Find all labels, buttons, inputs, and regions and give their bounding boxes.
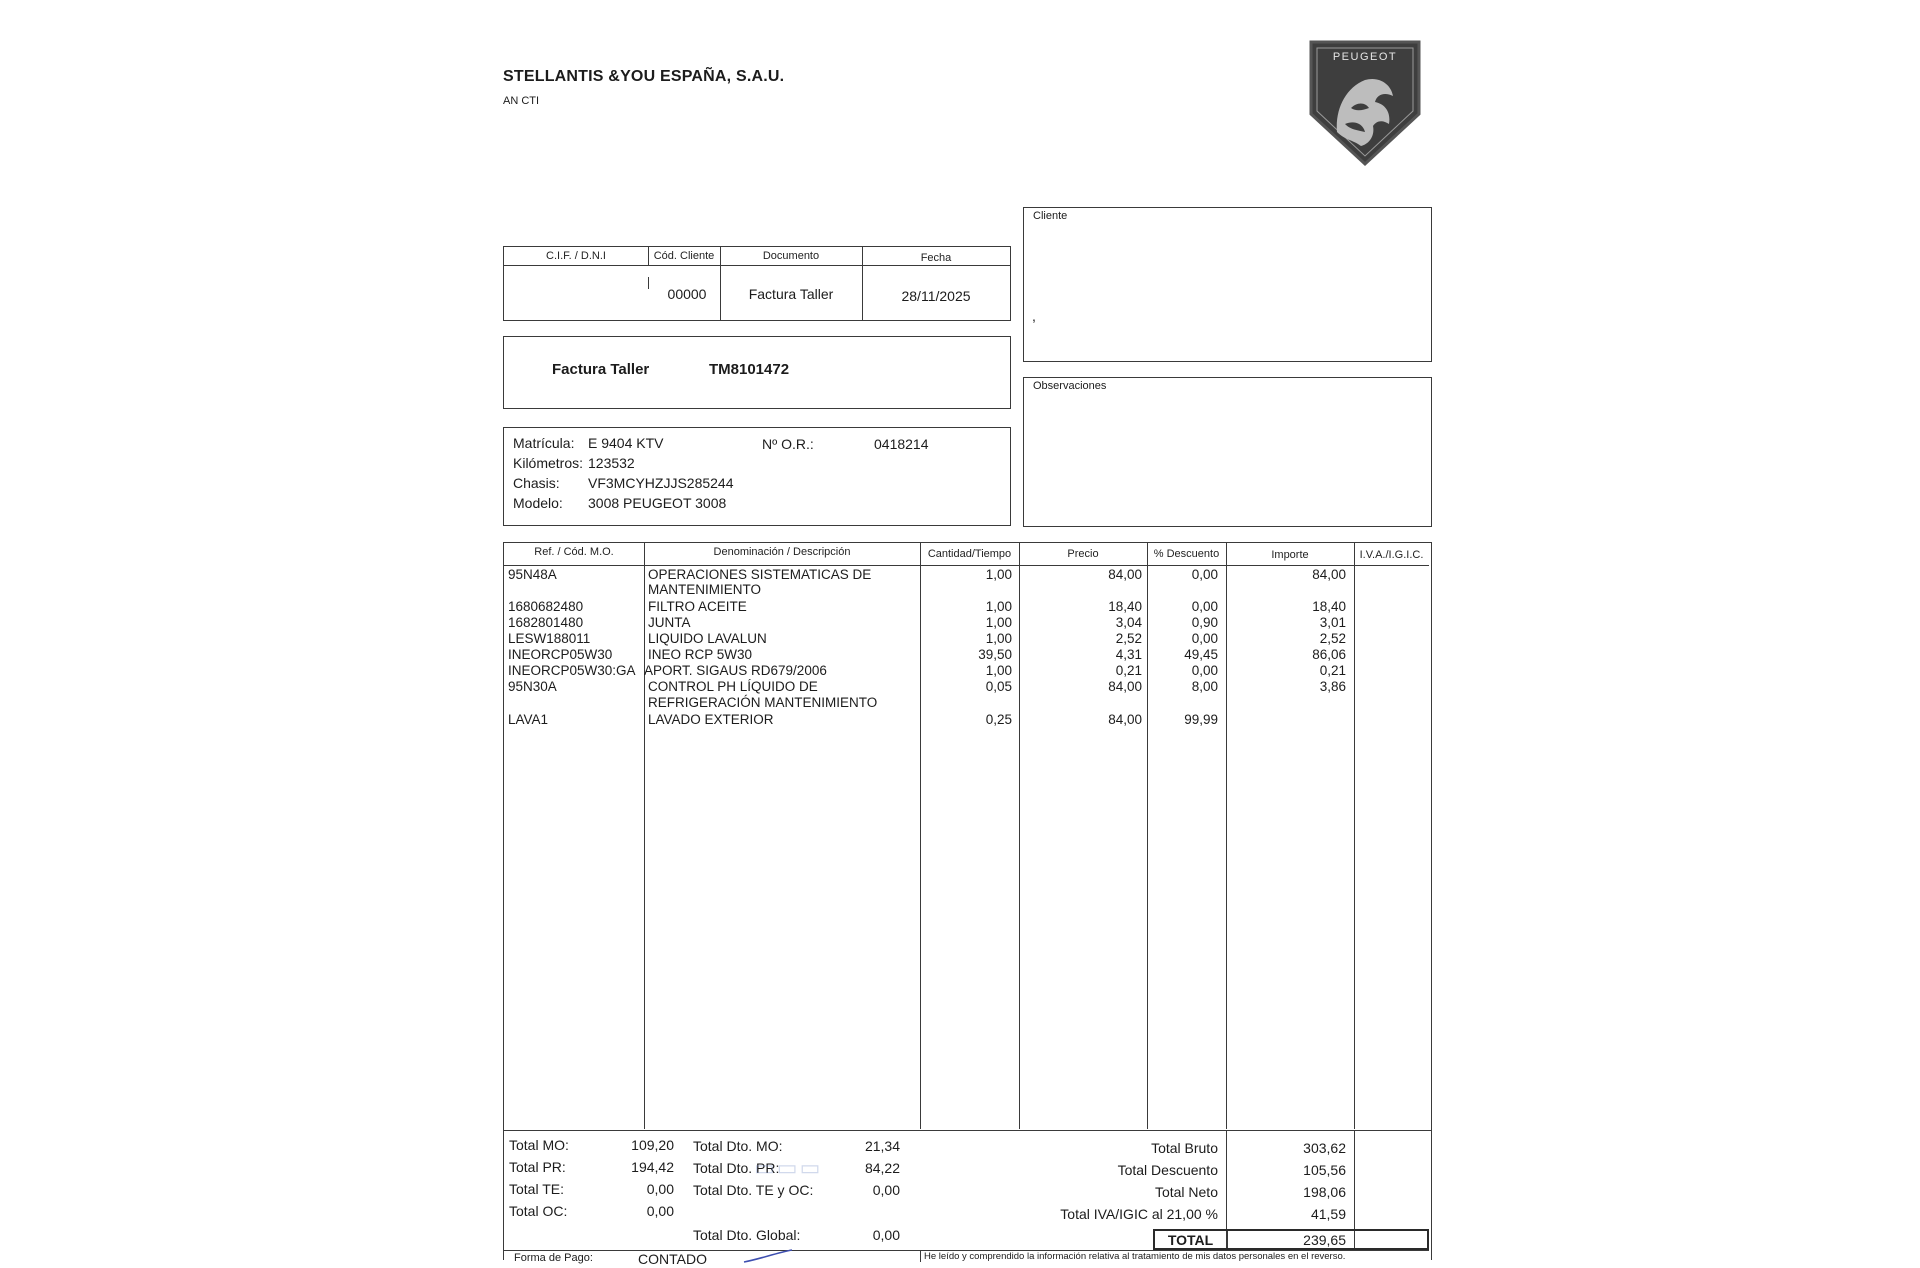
row-desc: INEO RCP 5W30 (648, 647, 753, 662)
chassis-label: Chasis: (513, 475, 560, 491)
row-qty: 39,50 (978, 647, 1012, 662)
observations-label: Observaciones (1033, 380, 1107, 392)
total-dto-global-label: Total Dto. Global: (693, 1227, 801, 1243)
totals-area (503, 1130, 1432, 1267)
row-qty: 0,05 (985, 679, 1012, 694)
total-mo-value: 109,20 (631, 1137, 674, 1153)
row-desc: FILTRO ACEITE (648, 599, 747, 614)
total-dto-te-value: 0,00 (872, 1182, 900, 1198)
total-dto-global-value: 0,00 (872, 1227, 900, 1243)
header-fields-box (503, 246, 1011, 321)
total-pr-value: 194,42 (631, 1159, 674, 1175)
document-label: Documento (762, 250, 820, 262)
row-qty: 0,25 (985, 712, 1012, 727)
payment-label: Forma de Pago: (514, 1252, 593, 1264)
col-vat-header: I.V.A./I.G.I.C. (1359, 549, 1424, 561)
row-amount: 0,21 (1319, 663, 1346, 678)
row-price: 3,04 (1115, 615, 1142, 630)
total-descuento-value: 105,56 (1303, 1162, 1346, 1178)
row-amount: 3,86 (1319, 679, 1346, 694)
total-dto-pr-value: 84,22 (864, 1160, 900, 1176)
row-qty: 1,00 (985, 567, 1012, 582)
row-disc: 0,90 (1191, 615, 1218, 630)
row-price: 0,21 (1115, 663, 1142, 678)
invoice-title-box (503, 336, 1011, 409)
items-table (503, 542, 1432, 1132)
total-pr-label: Total PR: (509, 1159, 566, 1175)
row-desc: MANTENIMIENTO (648, 582, 762, 597)
total-iva-value: 41,59 (1310, 1206, 1346, 1222)
model-value: 3008 PEUGEOT 3008 (588, 495, 727, 511)
row-ref: 1680682480 (508, 599, 584, 614)
row-desc: REFRIGERACIÓN MANTENIMIENTO (648, 695, 878, 710)
invoice-number: TM8101472 (709, 361, 790, 378)
col-desc-header: Denominación / Descripción (713, 546, 851, 558)
table-row (504, 615, 1426, 630)
row-qty: 1,00 (985, 615, 1012, 630)
row-desc: APORT. SIGAUS RD679/2006 (644, 663, 827, 678)
signature-stroke (742, 1249, 802, 1263)
row-disc: 0,00 (1191, 663, 1218, 678)
col-qty-header: Cantidad/Tiempo (927, 548, 1012, 560)
cif-label: C.I.F. / D.N.I (546, 250, 606, 262)
col-price-header: Precio (1067, 548, 1099, 560)
row-disc: 49,45 (1184, 647, 1218, 662)
row-disc: 0,00 (1191, 631, 1218, 646)
total-neto-value: 198,06 (1303, 1184, 1346, 1200)
row-disc: 8,00 (1191, 679, 1218, 694)
row-disc: 0,00 (1191, 567, 1218, 582)
privacy-note: He leído y comprendido la información relativa al tratamiento de mis datos personales en el reverso. (924, 1251, 1346, 1262)
table-row (504, 647, 1426, 662)
row-disc: 99,99 (1184, 712, 1218, 727)
total-oc-value: 0,00 (646, 1203, 674, 1219)
vehicle-box (503, 427, 1011, 526)
row-ref: INEORCP05W30 (508, 647, 613, 662)
row-ref: 95N30A (508, 679, 557, 694)
row-price: 84,00 (1108, 567, 1142, 582)
row-ref: LAVA1 (508, 712, 549, 727)
document-value: Factura Taller (748, 286, 834, 302)
total-bruto-value: 303,62 (1303, 1140, 1346, 1156)
row-desc: OPERACIONES SISTEMATICAS DE (648, 567, 872, 582)
payment-value: CONTADO (638, 1251, 707, 1267)
total-oc-label: Total OC: (509, 1203, 568, 1219)
row-qty: 1,00 (985, 663, 1012, 678)
plate-label: Matrícula: (513, 435, 575, 451)
row-price: 2,52 (1115, 631, 1142, 646)
client-mark: , (1032, 308, 1036, 324)
row-desc: JUNTA (648, 615, 691, 630)
row-qty: 1,00 (985, 599, 1012, 614)
total-dto-mo-value: 21,34 (864, 1138, 900, 1154)
client-code-label: Cód. Cliente (653, 250, 715, 262)
total-bruto-label: Total Bruto (1151, 1140, 1218, 1156)
date-value: 28/11/2025 (901, 288, 971, 304)
chassis-value: VF3MCYHZJJS285244 (588, 475, 734, 491)
model-label: Modelo: (513, 495, 563, 511)
grand-total-value: 239,65 (1303, 1232, 1346, 1248)
km-label: Kilómetros: (513, 455, 584, 471)
table-row (504, 695, 1426, 710)
client-box (1023, 207, 1432, 362)
col-ref-header: Ref. / Cód. M.O. (534, 546, 614, 558)
row-amount: 86,06 (1312, 647, 1346, 662)
row-desc: CONTROL PH LÍQUIDO DE (648, 679, 818, 694)
total-iva-label: Total IVA/IGIC al 21,00 % (1060, 1206, 1218, 1222)
row-desc: LAVADO EXTERIOR (648, 712, 774, 727)
plate-value: E 9404 KTV (588, 435, 664, 451)
total-descuento-label: Total Descuento (1117, 1162, 1218, 1178)
total-mo-label: Total MO: (509, 1137, 569, 1153)
table-row (504, 663, 1426, 678)
client-label: Cliente (1033, 210, 1068, 222)
company-stamp-mark: ▭▭▭ (754, 1155, 823, 1180)
or-number: 0418214 (874, 436, 929, 452)
table-row (504, 582, 1426, 597)
observations-box (1023, 377, 1432, 527)
row-disc: 0,00 (1191, 599, 1218, 614)
table-row (504, 599, 1426, 614)
col-amount-header: Importe (1271, 549, 1309, 561)
company-name: STELLANTIS &YOU ESPAÑA, S.A.U. (503, 68, 785, 85)
client-code-value: 00000 (667, 286, 707, 302)
row-desc: LIQUIDO LAVALUN (648, 631, 767, 646)
row-ref: 1682801480 (508, 615, 584, 630)
row-price: 84,00 (1108, 712, 1142, 727)
items-rows (504, 565, 1429, 725)
table-row (504, 631, 1426, 646)
table-row (504, 567, 1426, 582)
row-price: 18,40 (1108, 599, 1142, 614)
row-ref: 95N48A (508, 567, 557, 582)
date-label: Fecha (920, 252, 952, 264)
logo-text: PEUGEOT (1332, 51, 1398, 63)
table-row (504, 679, 1426, 694)
row-amount: 3,01 (1319, 615, 1346, 630)
km-value: 123532 (588, 455, 635, 471)
peugeot-logo (1305, 36, 1425, 170)
row-amount: 18,40 (1312, 599, 1346, 614)
row-qty: 1,00 (985, 631, 1012, 646)
col-disc-header: % Descuento (1153, 548, 1220, 560)
row-ref: INEORCP05W30:GA (508, 663, 636, 678)
or-label: Nº O.R.: (762, 436, 814, 452)
total-dto-te-label: Total Dto. TE y OC: (693, 1182, 814, 1198)
total-dto-mo-label: Total Dto. MO: (693, 1138, 783, 1154)
grand-total-box (1153, 1229, 1429, 1250)
grand-total-label: TOTAL (1167, 1232, 1214, 1248)
table-row (504, 712, 1426, 727)
row-amount: 84,00 (1312, 567, 1346, 582)
row-price: 4,31 (1115, 647, 1142, 662)
row-price: 84,00 (1108, 679, 1142, 694)
total-te-label: Total TE: (509, 1181, 564, 1197)
row-ref: LESW188011 (508, 631, 591, 646)
invoice-type: Factura Taller (552, 361, 650, 378)
company-subline: AN CTI (503, 95, 540, 107)
total-te-value: 0,00 (646, 1181, 674, 1197)
row-amount: 2,52 (1319, 631, 1346, 646)
total-neto-label: Total Neto (1154, 1184, 1218, 1200)
total-dto-pr-label: Total Dto. PR: (693, 1160, 780, 1176)
